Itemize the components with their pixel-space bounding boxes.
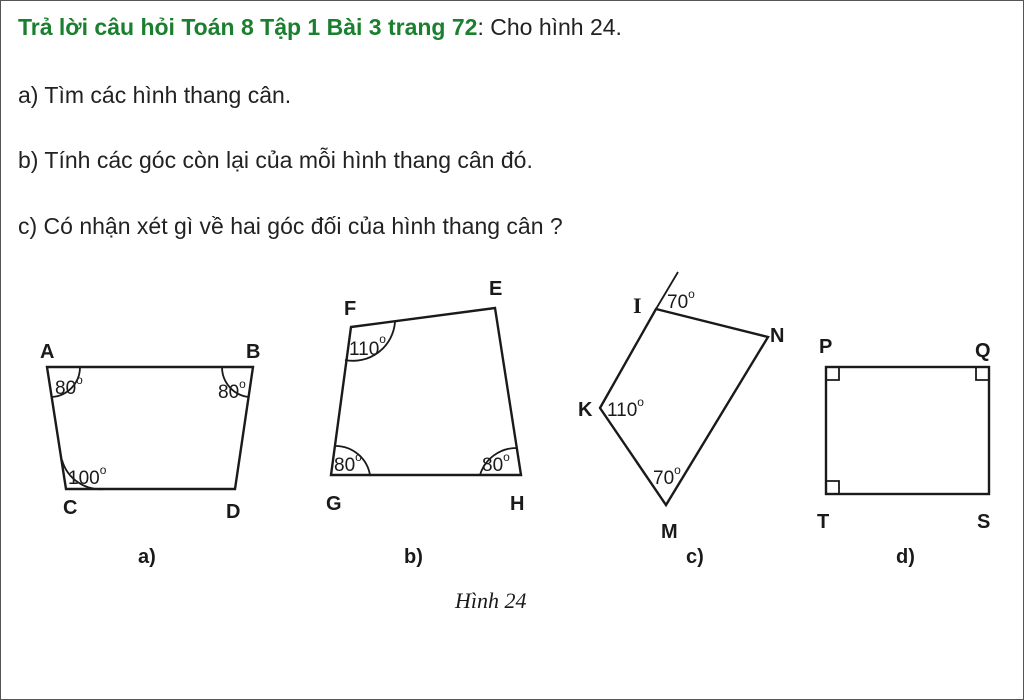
angle-value-c: 100$^o$ bbox=[68, 463, 107, 489]
right-angle-mark-q bbox=[976, 367, 989, 380]
question-c: c) Có nhận xét gì về hai góc đối của hình thang cân ? bbox=[18, 213, 563, 239]
angle-value-g: 80$^o$ bbox=[334, 450, 362, 476]
vertex-label-p: P bbox=[819, 336, 833, 358]
angle-value-h: 80$^o$ bbox=[482, 450, 510, 476]
angle-value-m: 70$^o$ bbox=[653, 463, 681, 489]
vertex-label-k: K bbox=[578, 399, 593, 421]
vertex-label-f: F bbox=[344, 298, 357, 320]
title-link[interactable]: Trả lời câu hỏi Toán 8 Tập 1 Bài 3 trang 72 bbox=[18, 14, 478, 40]
angle-value-i: 70$^o$ bbox=[667, 287, 695, 313]
angle-value-k: 110$^o$ bbox=[607, 395, 644, 421]
figure-d bbox=[817, 336, 991, 568]
right-angle-mark-t bbox=[826, 481, 839, 494]
right-angle-mark-p bbox=[826, 367, 839, 380]
vertex-label-e: E bbox=[489, 278, 503, 300]
vertex-label-h: H bbox=[510, 493, 525, 515]
rectangle-pqst bbox=[826, 367, 989, 494]
angle-value-a: 80$^o$ bbox=[55, 373, 83, 399]
vertex-label-n: N bbox=[770, 325, 785, 347]
subfigure-label-d: d) bbox=[896, 546, 915, 568]
vertex-label-g: G bbox=[326, 493, 342, 515]
angle-value-b: 80$^o$ bbox=[218, 377, 246, 403]
question-b: b) Tính các góc còn lại của mỗi hình thang cân đó. bbox=[18, 147, 533, 173]
subfigure-label-c: c) bbox=[686, 546, 704, 568]
vertex-label-m: M bbox=[661, 521, 678, 543]
page-title bbox=[18, 12, 622, 42]
subfigure-label-a: a) bbox=[138, 546, 156, 568]
vertex-label-d: D bbox=[226, 501, 241, 523]
angle-value-f: 110$^o$ bbox=[349, 332, 386, 360]
vertex-label-t: T bbox=[817, 511, 830, 533]
figure-c bbox=[578, 272, 784, 568]
subfigure-label-b: b) bbox=[404, 546, 423, 568]
vertex-label-s: S bbox=[977, 511, 991, 533]
title-suffix: : Cho hình 24. bbox=[477, 14, 622, 40]
vertex-label-q: Q bbox=[975, 340, 991, 362]
vertex-label-b: B bbox=[246, 341, 261, 363]
vertex-label-c: C bbox=[63, 497, 78, 519]
figure-a bbox=[40, 341, 260, 568]
figure-24 bbox=[0, 260, 1024, 620]
figure-caption: Hình 24 bbox=[455, 588, 527, 613]
question-a: a) Tìm các hình thang cân. bbox=[18, 82, 292, 108]
figure-b bbox=[326, 278, 524, 568]
vertex-label-i: I bbox=[633, 293, 642, 318]
vertex-label-a: A bbox=[40, 341, 55, 363]
